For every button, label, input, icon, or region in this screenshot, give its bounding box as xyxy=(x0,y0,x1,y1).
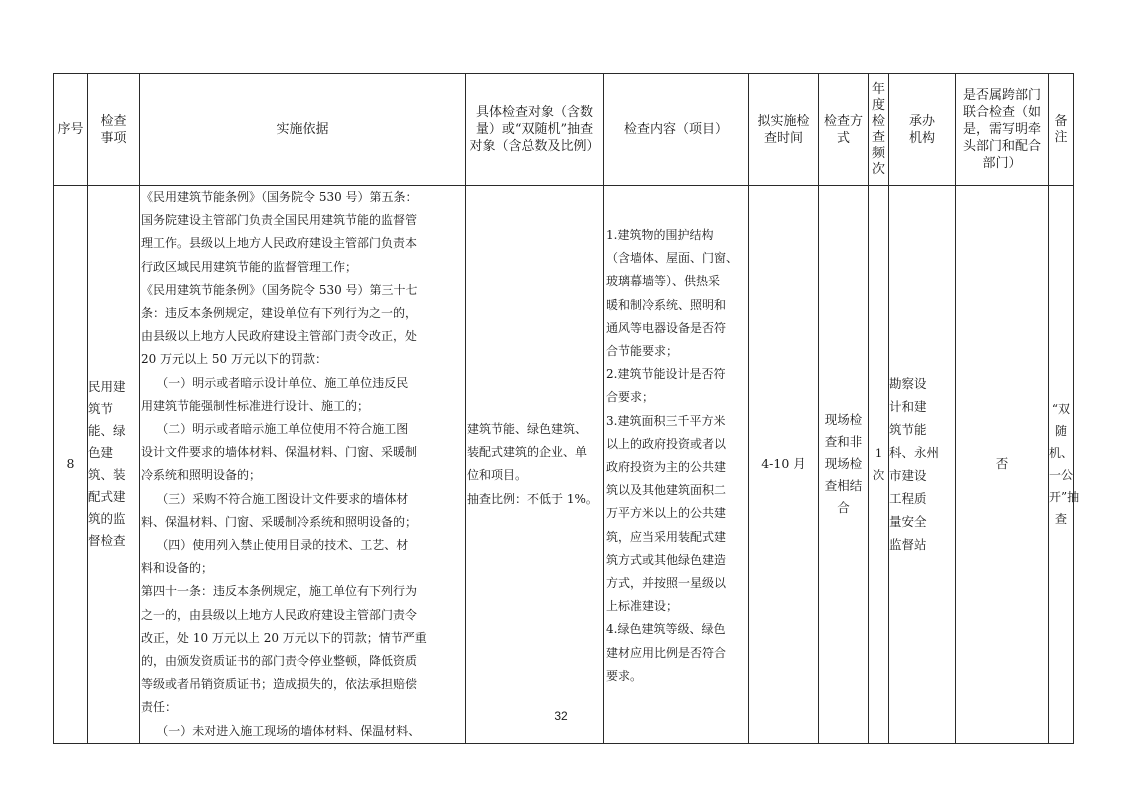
header-content: 检查内容（项目） xyxy=(604,74,749,186)
cell-method: 现场检 查和非 现场检 查相结 合 xyxy=(819,186,869,744)
header-objects: 具体检查对象（含数 量）或“双随机”抽查 对象（含总数及比例） xyxy=(466,74,604,186)
cell-time: 4-10 月 xyxy=(749,186,819,744)
cell-seq: 8 xyxy=(54,186,88,744)
header-frequency: 年 度 检 查 频 次 xyxy=(869,74,889,186)
header-basis: 实施依据 xyxy=(140,74,466,186)
inspection-table xyxy=(53,73,1080,744)
table-header-row xyxy=(54,74,1074,186)
cell-content: 1.建筑物的围护结构 （含墙体、屋面、门窗、 玻璃幕墙等）、供热采 暖和制冷系统、照明和 通风等电器设备是否符 合节能要求； 2.建筑节能设计是否符 合要求； 3.建筑面积三千平方米 以上的政府投资或者以 政府投资为主的公共建 筑以及其他建筑面积二 万平方米以上的公共建 筑，应当采用装配式建 筑方式或其他绿色建造 方式，并按照一星级以 上标准建设； 4.绿色建筑等级、绿色 建材应用比例是否符合 要求。 xyxy=(604,186,749,744)
header-joint: 是否属跨部门 联合检查（如 是，需写明牵 头部门和配合 部门） xyxy=(956,74,1049,186)
cell-remark: “双 随机、 一公 开”抽 查 xyxy=(1049,186,1074,744)
header-agency: 承办 机构 xyxy=(889,74,956,186)
header-seq: 序号 xyxy=(54,74,88,186)
header-item: 检查 事项 xyxy=(88,74,140,186)
cell-basis: 《民用建筑节能条例》（国务院令 530 号）第五条： 国务院建设主管部门负责全国民用建筑节能的监督管 理工作。县级以上地方人民政府建设主管部门负责本 行政区域民用建筑节能的监督管理工作； 《民用建筑节能条例》（国务院令 530 号）第三十七 条：违反本条例规定，建设单位有下列行为之一的， 由县级以上地方人民政府建设主管部门责令改正，处 20 万元以上 50 万元以下的罚款： （一）明示或者暗示设计单位、施工单位违反民 用建筑节能强制性标准进行设计、施工的； （二）明示或者暗示施工单位使用不符合施工图 设计文件要求的墙体材料、保温材料、门窗、采暖制 冷系统和照明设备的； （三）采购不符合施工图设计文件要求的墙体材 料、保温材料、门窗、采暖制冷系统和照明设备的； （四）使用列入禁止使用目录的技术、工艺、材 料和设备的； 第四十一条：违反本条例规定，施工单位有下列行为 之一的，由县级以上地方人民政府建设主管部门责令 改正，处 10 万元以上 20 万元以下的罚款；情节严重 的，由颁发资质证书的部门责令停业整顿，降低资质 等级或者吊销资质证书；造成损失的，依法承担赔偿 责任： （一）未对进入施工现场的墙体材料、保温材料、 xyxy=(140,186,466,744)
header-time: 拟实施检 查时间 xyxy=(749,74,819,186)
cell-frequency: 1 次 xyxy=(869,186,889,744)
cell-objects: 建筑节能、绿色建筑、 装配式建筑的企业、单 位和项目。 抽查比例：不低于 1%。 xyxy=(466,186,604,744)
table-row xyxy=(54,186,1074,744)
cell-item: 民用建 筑节 能、绿 色建 筑、装 配式建 筑的监 督检查 xyxy=(88,186,140,744)
header-remark: 备注 xyxy=(1049,74,1074,186)
cell-agency: 勘察设 计和建 筑节能 科、永州 市建设 工程质 量安全 监督站 xyxy=(889,186,956,744)
cell-joint: 否 xyxy=(956,186,1049,744)
header-method: 检查方 式 xyxy=(819,74,869,186)
page-number: 32 xyxy=(554,709,568,723)
